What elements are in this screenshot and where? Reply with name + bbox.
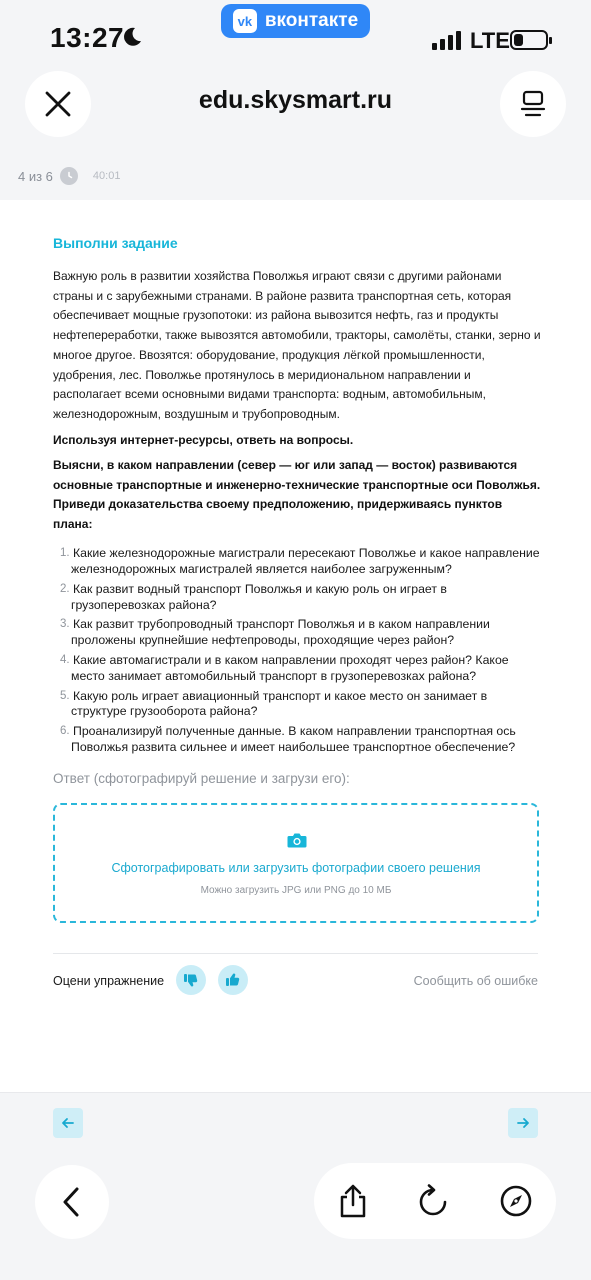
next-task-button[interactable] xyxy=(508,1108,538,1138)
vk-logo: vk xyxy=(233,9,257,33)
question-text: Какие автомагистрали и в каком направлении проходят через район? Какое место занимает автомобильный транспорт в грузоперевозках района? xyxy=(71,652,509,683)
reload-icon xyxy=(417,1184,449,1218)
signal-icon xyxy=(432,30,461,50)
task-progress xyxy=(18,167,120,185)
list-item xyxy=(55,653,541,685)
prev-task-button[interactable] xyxy=(53,1108,83,1138)
task-intro: Важную роль в развитии хозяйства Поволжья играют связи с другими районами страны и с зарубежными странами. В районе развита транспортная сеть, которая обеспечивает мощные грузопотоки: из района вывозится нефть, газ и продукты нефтепереработки, также вывозятся автомобили, тракторы, самолёты, станки, зерно и многое другое. Ввозятся: оборудование, продукция лёгкой промышленности, удобрения, лес. Поволжье протянулось в меридиональном направлении и располагает всеми основными видами транспорта: водным, автомобильным, железнодорожным, воздушным и трубопроводным. xyxy=(53,269,541,421)
question-number: 5. xyxy=(60,689,70,702)
report-error-link[interactable]: Сообщить об ошибке xyxy=(413,974,538,988)
status-bar xyxy=(0,0,591,80)
reader-menu-icon xyxy=(520,90,546,118)
browser-back-button[interactable] xyxy=(35,1165,109,1239)
address-bar-url[interactable]: edu.skysmart.ru xyxy=(198,86,393,114)
chevron-left-icon xyxy=(61,1186,83,1218)
network-type: LTE xyxy=(470,28,510,53)
list-item xyxy=(55,724,541,756)
compass-icon xyxy=(499,1184,533,1218)
share-icon xyxy=(337,1183,369,1219)
status-time: 13:27 xyxy=(50,22,125,53)
question-number: 2. xyxy=(60,582,70,595)
compass-button[interactable] xyxy=(497,1182,535,1220)
list-item xyxy=(55,617,541,649)
thumbs-up-icon xyxy=(225,972,241,988)
question-text: Какие железнодорожные магистрали пересекают Поволжье и какое направление железнодорожных магистралей является наиболее загруженным? xyxy=(71,546,540,576)
browser-actions xyxy=(314,1163,556,1239)
task-instruction: Используя интернет-ресурсы, ответь на вопросы. xyxy=(53,432,354,447)
divider xyxy=(53,953,538,954)
upload-photo-link[interactable]: Сфотографировать или загрузить фотографии своего решения xyxy=(111,861,481,875)
step-counter: 4 из 6 xyxy=(18,168,53,184)
battery-level xyxy=(514,34,523,46)
reader-menu-button[interactable] xyxy=(500,71,566,137)
question-text: Как развит трубопроводный транспорт Поволжья и в каком направлении проложены крупнейшие нефтепроводы, проходящие через район? xyxy=(71,617,490,648)
list-item xyxy=(55,546,541,578)
timer: 40:01 xyxy=(92,170,121,182)
arrow-left-icon xyxy=(61,1116,75,1130)
vk-pill-label: вконтакте xyxy=(264,10,359,31)
question-list xyxy=(55,546,541,756)
question-number: 4. xyxy=(60,653,70,666)
share-button[interactable] xyxy=(334,1182,372,1220)
question-number: 1. xyxy=(60,547,70,560)
answer-label: Ответ (сфотографируй решение и загрузи его): xyxy=(53,771,350,786)
upload-hint: Можно загрузить JPG или PNG до 10 МБ xyxy=(200,885,392,896)
question-text: Какую роль играет авиационный транспорт и какое место он занимает в структуре грузооборота района? xyxy=(71,688,488,719)
dislike-button[interactable] xyxy=(176,965,206,995)
question-number: 3. xyxy=(60,618,70,631)
moon-icon xyxy=(120,25,144,49)
clock-icon xyxy=(60,167,78,185)
rate-label: Оцени упражнение xyxy=(53,974,165,988)
list-item xyxy=(55,582,541,614)
list-item xyxy=(55,689,541,721)
reload-button[interactable] xyxy=(414,1182,452,1220)
question-text: Проанализируй полученные данные. В каком направлении транспортная ось Поволжья развита сильнее и имеет наибольшее транспортное обеспечение? xyxy=(71,724,516,754)
browser-top-bar xyxy=(0,0,591,200)
upload-dropzone[interactable] xyxy=(53,803,539,923)
thumbs-down-icon xyxy=(183,972,199,988)
question-number: 6. xyxy=(60,725,70,738)
vk-return-pill[interactable] xyxy=(221,4,370,38)
task-title: Выполни задание xyxy=(53,235,178,251)
camera-icon xyxy=(287,832,307,848)
battery-icon xyxy=(510,30,548,50)
like-button[interactable] xyxy=(218,965,248,995)
question-text: Как развит водный транспорт Поволжья и какую роль он играет в грузоперевозках района? xyxy=(71,581,447,612)
arrow-right-icon xyxy=(516,1116,530,1130)
task-content xyxy=(53,230,541,760)
task-question-lead: Выясни, в каком направлении (север — юг или запад — восток) развиваются основные транспортные и инженерно-технические транспортные оси Поволжья. Приведи доказательства своему предположению, придерживаясь пунктов плана: xyxy=(53,458,541,531)
